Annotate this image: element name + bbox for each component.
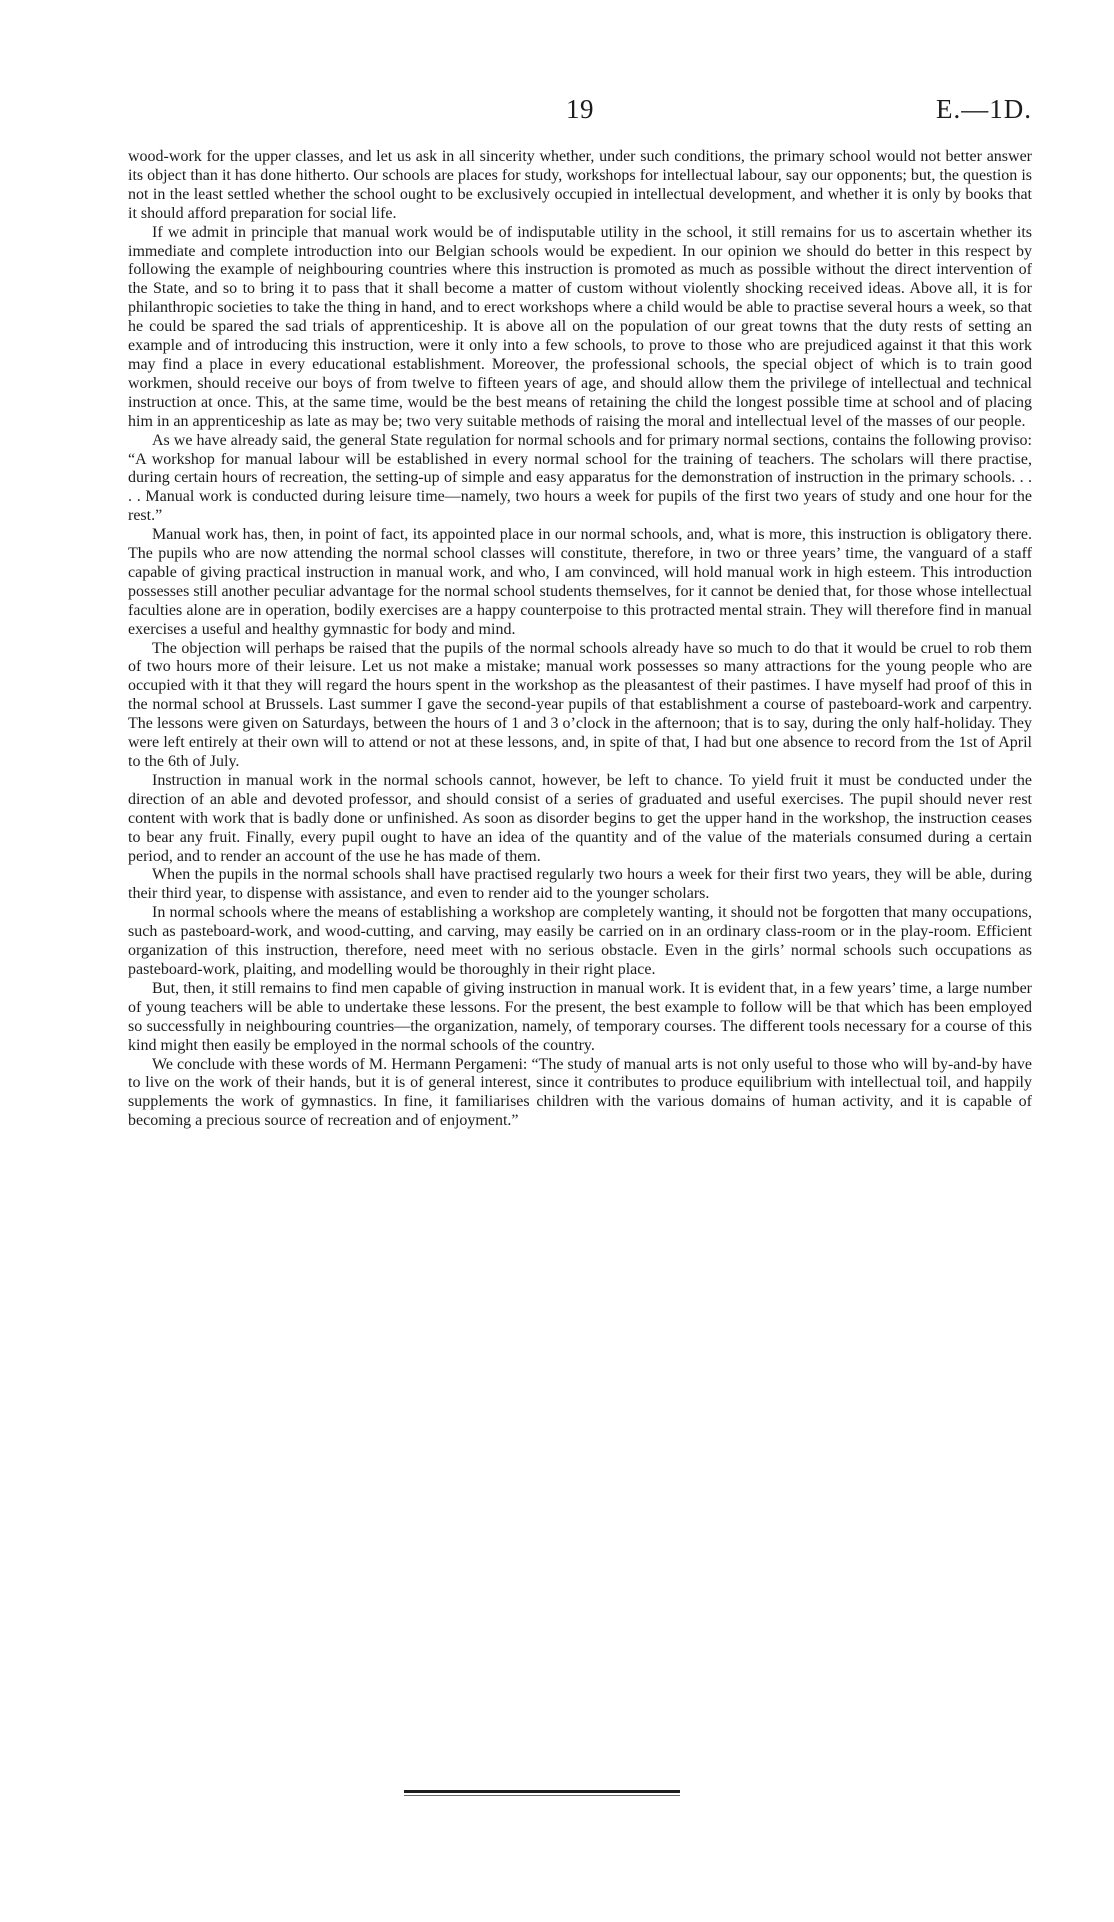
paragraph-workshop-wanting: In normal schools where the means of establishing a workshop are completely wanting, it should not be forgotten that many occupations, such as pasteboard-work, and wood-cutting, and carving, may easily be carried on in an ordinary class-room or in the play-room. Efficient organization of this instruction, therefore, need meet with no serious obstacle. Even in the girls’ normal schools such occupations as pasteboard-work, plaiting, and modelling would be thoroughly in their right place. <box>128 904 1032 978</box>
paragraph-objection-leisure: The objection will perhaps be raised that the pupils of the normal schools already have so much to do that it would be cruel to rob them of two hours more of their leisure. Let us not make a mistake; manual work possesses so many attractions for the young people who are occupied with it that they will regard the hours spent in the workshop as the pleasantest of their pastimes. I have myself had proof of this in the normal school at Brussels. Last summer I gave the second-year pupils of that establishment a course of pasteboard-work and carpentry. The lessons were given on Saturdays, between the hours of 1 and 3 o’clock in the afternoon; that is to say, during the only half-holiday. They were left entirely at their own will to attend or not at these lessons, and, in spite of that, I had but one absence to record from the 1st of April to the 6th of July. <box>128 639 1032 770</box>
closing-rule <box>404 1790 680 1793</box>
paragraph-continuation: wood-work for the upper classes, and let us ask in all sincerity whether, under such conditions, the primary school would not better answer its object than it has done hitherto. Our schools are places for study, workshops for intellectual labour, say our opponents; but, the question is not in the least settled whether the school ought to be exclusively occupied in intellectual development, and whether it is only by books that it should afford preparation for social life. <box>128 148 1032 222</box>
closing-rule-thin <box>404 1795 680 1796</box>
page-header <box>128 94 1032 134</box>
paragraph-manual-work-utility: If we admit in principle that manual work would be of indisputable utility in the school, it still remains for us to ascertain whether its immediate and complete introduction into our Belgian schools would be expedient. In our opinion we should do better in this respect by following the example of neighbouring countries where this instruction is promoted as much as possible without the direct intervention of the State, and so to bring it to pass that it shall become a matter of custom without violently shocking received ideas. Above all, it is for philanthropic societies to take the thing in hand, and to erect workshops where a child would be able to practise several hours a week, so that he could be spared the sad trials of apprenticeship. It is above all on the population of our great towns that the duty rests of setting an example and of introducing this instruction, were it only into a few schools, to prove to those who are prejudiced against it that this work may find a place in every educational establishment. Moreover, the professional schools, the special object of which is to train good workmen, should receive our boys of from twelve to fifteen years of age, and should allow them the privilege of intellectual and technical instruction at once. This, at the same time, would be the best means of retaining the child the longest possible time at school and of placing him in an apprenticeship as late as may be; two very suitable methods of raising the moral and intellectual level of the masses of our people. <box>128 223 1032 430</box>
paragraph-instruction-not-chance: Instruction in manual work in the normal schools cannot, however, be left to chance. To yield fruit it must be conducted under the direction of an able and devoted professor, and should consist of a series of graduated and useful exercises. The pupil should never rest content with work that is badly done or unfinished. As soon as disorder begins to get the upper hand in the workshop, the instruction ceases to bear any fruit. Finally, every pupil ought to have an idea of the quantity and of the value of the materials consumed during a certain period, and to render an account of the use he has made of them. <box>128 771 1032 865</box>
section-code: E.—1D. <box>936 94 1032 124</box>
body-text <box>128 148 1032 1131</box>
paragraph-state-regulation: As we have already said, the general State regulation for normal schools and for primary normal sections, contains the following proviso: “A workshop for manual labour will be established in every normal school for the training of teachers. The scholars will there practise, during certain hours of recreation, the setting-up of simple and easy apparatus for the demonstration of instruction in the primary schools. . . . . Manual work is conducted during leisure time—namely, two hours a week for pupils of the first two years of study and one hour for the rest.” <box>128 431 1032 525</box>
paragraph-third-year: When the pupils in the normal schools shall have practised regularly two hours a week for their first two years, they will be able, during their third year, to dispense with assistance, and even to render aid to the younger scholars. <box>128 866 1032 903</box>
page-number: 19 <box>566 94 594 124</box>
paragraph-conclusion-pergameni: We conclude with these words of M. Hermann Pergameni: “The study of manual arts is not only useful to those who will by-and-by have to live on the work of their hands, but it is of general interest, since it contributes to produce equilibrium with intellectual toil, and happily supplements the work of gymnastics. In fine, it familiarises children with the various domains of human activity, and it is capable of becoming a precious source of recreation and of enjoyment.” <box>128 1055 1032 1130</box>
paragraph-normal-schools-place: Manual work has, then, in point of fact, its appointed place in our normal schools, and, what is more, this instruction is obligatory there. The pupils who are now attending the normal school classes will constitute, therefore, in two or three years’ time, the vanguard of a staff capable of giving practical instruction in manual work, and who, I am convinced, will hold manual work in high esteem. This introduction possesses still another peculiar advantage for the normal school students themselves, for it cannot be denied that, for those whose intellectual faculties alone are in operation, bodily exercises are a happy counterpoise to this protracted mental strain. They will therefore find in manual exercises a useful and healthy gymnastic for body and mind. <box>128 526 1032 638</box>
paragraph-find-men: But, then, it still remains to find men capable of giving instruction in manual work. It is evident that, in a few years’ time, a large number of young teachers will be able to undertake these lessons. For the present, the best example to follow will be that which has been employed so successfully in neighbouring countries—the organization, namely, of temporary courses. The different tools necessary for a course of this kind might then easily be employed in the normal schools of the country. <box>128 979 1032 1054</box>
